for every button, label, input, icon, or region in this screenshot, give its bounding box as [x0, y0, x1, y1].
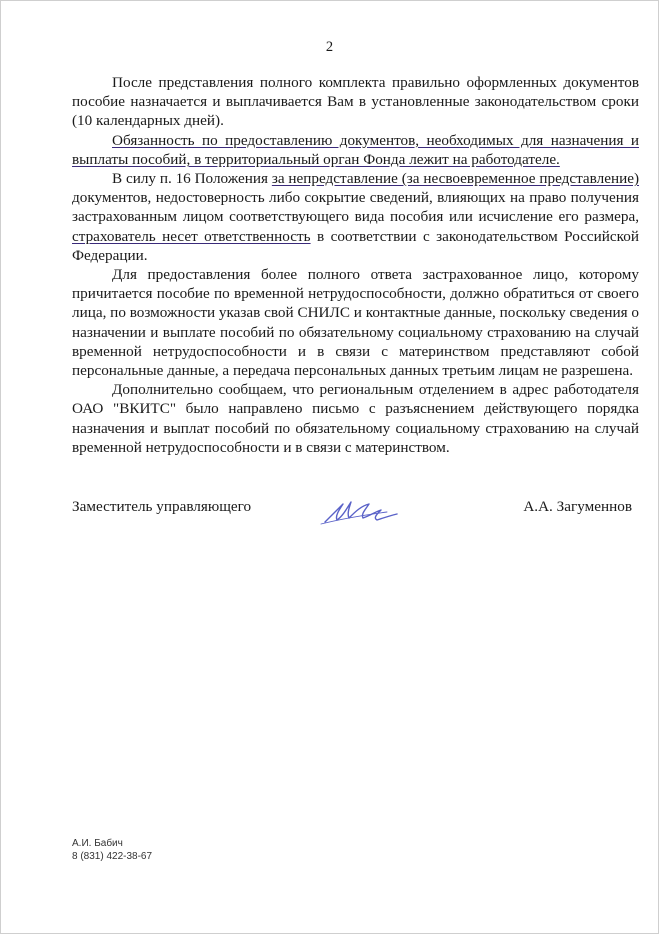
- executor-name: А.И. Бабич: [72, 838, 123, 849]
- handwritten-signature: [317, 494, 405, 528]
- paragraph-liability: [72, 169, 639, 265]
- page-number: 2: [325, 39, 334, 55]
- executor-phone: 8 (831) 422-38-67: [72, 851, 153, 862]
- liability-text-b: за непредставление (за несвоевременное представление): [271, 170, 639, 188]
- liability-text-a: В силу п. 16 Положения: [112, 170, 272, 188]
- paragraph-documents-submission: После представления полного комплекта правильно оформленных документов пособие назначается и выплачивается Вам в установленные законодательством сроки (10 календарных дней).: [72, 74, 639, 130]
- executor-footer: [72, 837, 152, 863]
- paragraph-additional-info: Дополнительно сообщаем, что региональным отделением в адрес работодателя ОАО "ВКИТС" было направлено письмо с разъяснением действующего порядка назначения и выплат пособий по обязательному социальному страхованию на случай временной нетрудоспособности и в связи с материнством.: [72, 381, 639, 456]
- paragraph-employer-obligation: [72, 131, 639, 169]
- paragraph-personal-data: Для предоставления более полного ответа застрахованное лицо, которому причитается пособие по временной нетрудоспособности, должно обратиться от своего лица, по возможности указав свой СНИЛС и контактные данные, поскольку сведения о назначении и выплате пособий по обязательному социальному страхованию на случай временной нетрудоспособности и в связи с материнством представляют собой персональные данные, а передача персональных данных третьим лицам не разрешена.: [72, 266, 639, 380]
- signatory-name: А.А. Загуменнов: [523, 498, 632, 515]
- letter-body: [72, 73, 639, 457]
- signatory-title: Заместитель управляющего: [72, 498, 252, 515]
- employer-obligation-text: Обязанность по предоставлению документов, необходимых для назначения и выплаты пособий, в территориальный орган Фонда лежит на работодателе.: [72, 131, 639, 168]
- liability-text-c: документов, недостоверность либо сокрытие сведений, влияющих на право получения застрахованным лицом соответствующего вида пособия или исчисление его размера,: [72, 189, 639, 226]
- liability-text-d: страхователь несет ответственность: [72, 227, 311, 245]
- liability-text-e: в соответствии с законодательством Российской Федерации.: [72, 227, 639, 264]
